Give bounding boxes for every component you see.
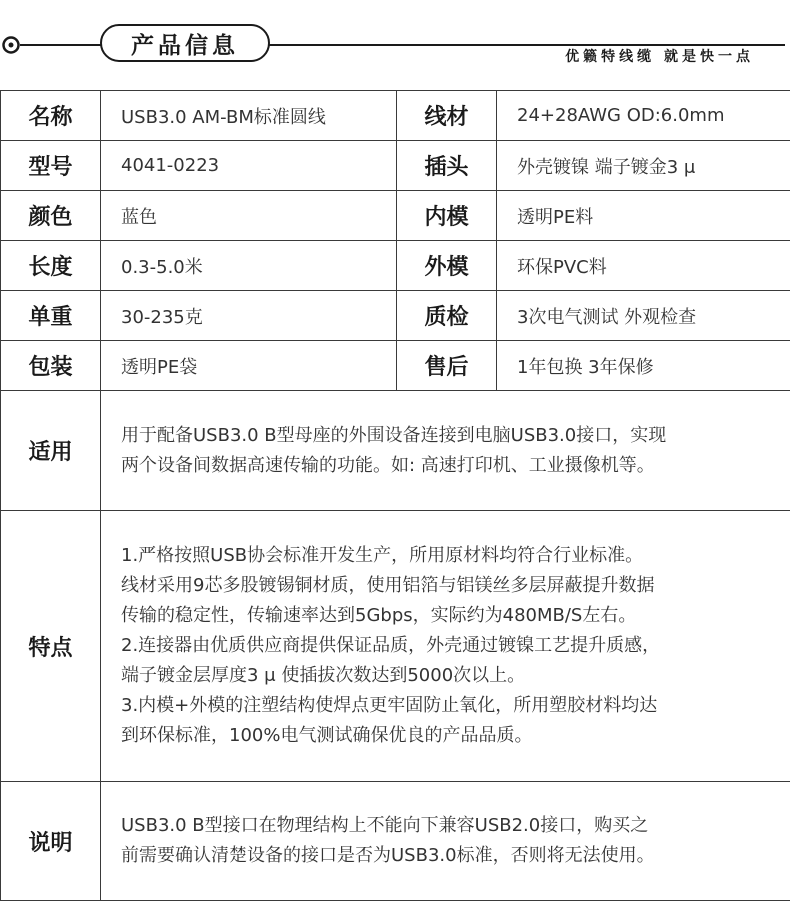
features-line: 线材采用9芯多股镀锡铜材质，使用铝箔与铝镁丝多层屏蔽提升数据 <box>121 571 772 601</box>
spec-value: 0.3-5.0米 <box>101 241 397 291</box>
note-line: 前需要确认清楚设备的接口是否为USB3.0标准，否则将无法使用。 <box>121 841 772 871</box>
usage-label: 适用 <box>1 391 101 511</box>
page-title: 产品信息 <box>100 24 270 62</box>
features-line: 1.严格按照USB协会标准开发生产，所用原材料均符合行业标准。 <box>121 541 772 571</box>
note-line: USB3.0 B型接口在物理结构上不能向下兼容USB2.0接口，购买之 <box>121 811 772 841</box>
spec-label: 内模 <box>397 191 497 241</box>
table-row <box>1 91 790 141</box>
usage-text <box>101 391 790 511</box>
features-line: 到环保标准，100%电气测试确保优良的产品品质。 <box>121 721 772 751</box>
spec-value: 透明PE袋 <box>101 341 397 391</box>
spec-label: 型号 <box>1 141 101 191</box>
features-line: 3.内模+外模的注塑结构使焊点更牢固防止氧化，所用塑胶材料均达 <box>121 691 772 721</box>
usage-line: 用于配备USB3.0 B型母座的外围设备连接到电脑USB3.0接口，实现 <box>121 421 772 451</box>
table-row <box>1 241 790 291</box>
header <box>0 0 790 90</box>
note-row <box>1 782 790 901</box>
spec-label: 单重 <box>1 291 101 341</box>
spec-table <box>0 90 790 901</box>
spec-value: 环保PVC料 <box>497 241 790 291</box>
note-text <box>101 782 790 901</box>
spec-value: 4041-0223 <box>101 141 397 191</box>
spec-value: USB3.0 AM-BM标准圆线 <box>101 91 397 141</box>
spec-label: 名称 <box>1 91 101 141</box>
usage-row <box>1 391 790 511</box>
usage-line: 两个设备间数据高速传输的功能。如: 高速打印机、工业摄像机等。 <box>121 451 772 481</box>
spec-value: 蓝色 <box>101 191 397 241</box>
features-label: 特点 <box>1 511 101 782</box>
header-line-left <box>20 44 105 46</box>
spec-value: 30-235克 <box>101 291 397 341</box>
spec-label: 颜色 <box>1 191 101 241</box>
spec-label: 线材 <box>397 91 497 141</box>
spec-value: 24+28AWG OD:6.0mm <box>497 91 790 141</box>
spec-value: 外壳镀镍 端子镀金3 μ <box>497 141 790 191</box>
table-row <box>1 291 790 341</box>
slogan: 优籁特线缆 就是快一点 <box>565 46 754 66</box>
spec-label: 质检 <box>397 291 497 341</box>
target-icon <box>2 36 20 54</box>
spec-value: 3次电气测试 外观检查 <box>497 291 790 341</box>
features-line: 传输的稳定性，传输速率达到5Gbps，实际约为480MB/S左右。 <box>121 601 772 631</box>
table-row <box>1 141 790 191</box>
table-row <box>1 341 790 391</box>
spec-label: 售后 <box>397 341 497 391</box>
spec-label: 长度 <box>1 241 101 291</box>
table-row <box>1 191 790 241</box>
note-label: 说明 <box>1 782 101 901</box>
features-line: 2.连接器由优质供应商提供保证品质，外壳通过镀镍工艺提升质感， <box>121 631 772 661</box>
spec-value: 透明PE料 <box>497 191 790 241</box>
features-line: 端子镀金层厚度3 μ 使插拔次数达到5000次以上。 <box>121 661 772 691</box>
spec-value: 1年包换 3年保修 <box>497 341 790 391</box>
spec-label: 包装 <box>1 341 101 391</box>
spec-label: 外模 <box>397 241 497 291</box>
features-row <box>1 511 790 782</box>
features-text <box>101 511 790 782</box>
spec-label: 插头 <box>397 141 497 191</box>
